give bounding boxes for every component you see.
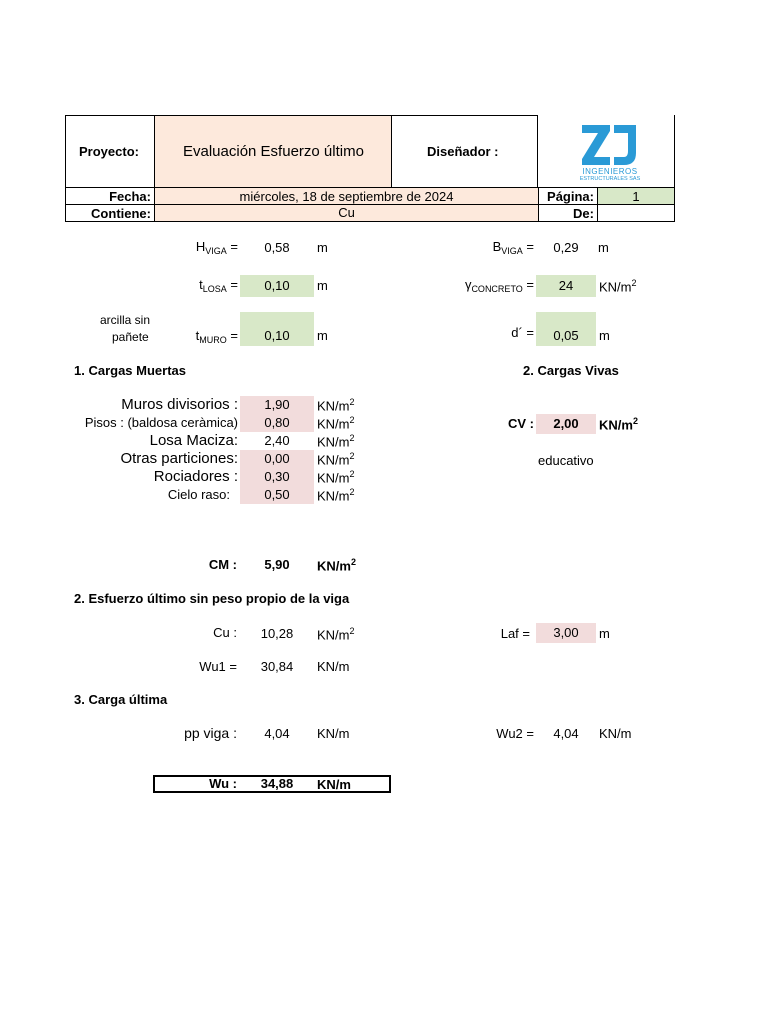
- pp-viga-label: pp viga :: [184, 725, 237, 741]
- dead-load-value: 1,90: [240, 396, 314, 414]
- laf-value: 3,00: [536, 623, 596, 643]
- logo-line1: INGENIEROS: [582, 167, 638, 176]
- fecha-label-cell: [65, 187, 155, 205]
- cu-unit: $KN/m^2$: [317, 626, 355, 643]
- dead-load-label: Cielo raso:: [167, 487, 230, 502]
- hviga-label: $H_{VIGA}$ =: [195, 239, 238, 256]
- fecha-value: miércoles, 18 de septiembre de 2024: [239, 189, 454, 204]
- dead-load-label: Pisos : (baldosa ceràmica): [84, 415, 238, 430]
- proyecto-label-cell: [65, 115, 155, 188]
- cm-value: 5,90: [264, 557, 290, 572]
- section2-title: 2. Esfuerzo último sin peso propio de la viga: [74, 591, 350, 606]
- wu1-label: Wu1 =: [199, 659, 237, 674]
- dead-load-value: 0,00: [240, 450, 314, 468]
- cv-label: CV :: [508, 416, 534, 431]
- de-label: De:: [573, 206, 594, 221]
- section3-title: 3. Carga última: [74, 692, 168, 707]
- pagina-label-cell: [538, 187, 598, 205]
- bviga-unit: m: [598, 240, 609, 255]
- cv-unit: $KN/m^2$: [599, 416, 638, 433]
- pagina-label: Página:: [547, 189, 594, 204]
- dead-load-label: Losa Maciza:: [149, 432, 238, 449]
- contiene-value: Cu: [338, 205, 355, 220]
- bviga-value: 0,29: [553, 240, 579, 255]
- logo-line2: ESTRUCTURALES SAS: [579, 176, 641, 182]
- zj-logo-icon: [580, 123, 640, 167]
- hviga-unit: m: [317, 240, 328, 255]
- section1-title: 1. Cargas Muertas: [74, 363, 186, 378]
- tmuro-label: $t_{MURO}$ =: [195, 328, 238, 345]
- wu-label: Wu :: [209, 776, 237, 791]
- dead-load-label: Rociadores :: [153, 468, 238, 485]
- pagina-value-cell: [597, 187, 675, 205]
- laf-label: Laf =: [500, 626, 530, 641]
- dead-load-unit: $KN/m^2$: [317, 397, 355, 414]
- dead-load-unit: $KN/m^2$: [317, 433, 355, 450]
- pp-viga-unit: KN/m: [317, 726, 350, 741]
- dead-load-unit: $KN/m^2$: [317, 487, 355, 504]
- note-line2: pañete: [112, 330, 149, 344]
- de-value-cell: [597, 204, 675, 222]
- contiene-label: Contiene:: [91, 206, 151, 221]
- disenador-label-cell: [391, 115, 538, 188]
- dead-load-unit: $KN/m^2$: [317, 451, 355, 468]
- d-label: d´ =: [511, 325, 534, 340]
- note-line1: arcilla sin: [100, 313, 151, 327]
- dead-load-value: 0,50: [240, 486, 314, 504]
- cu-label: Cu :: [213, 625, 237, 640]
- proyecto-label: Proyecto:: [79, 144, 139, 159]
- logo-cell: [537, 115, 675, 188]
- wu2-label: Wu2 =: [496, 726, 534, 741]
- dead-load-label: Muros divisorios :: [121, 396, 238, 413]
- dead-load-unit: $KN/m^2$: [317, 415, 355, 432]
- wu1-unit: KN/m: [317, 659, 350, 674]
- gamma-unit: $KN/m^2$: [599, 278, 637, 295]
- wu-unit: KN/m: [317, 777, 351, 792]
- wu1-value: 30,84: [260, 659, 294, 674]
- fecha-label: Fecha:: [109, 189, 151, 204]
- cm-unit: $KN/m^2$: [317, 557, 356, 574]
- hviga-value: 0,58: [264, 240, 290, 255]
- cu-value: 10,28: [260, 626, 294, 641]
- tmuro-unit: m: [317, 328, 328, 343]
- wu2-unit: KN/m: [599, 726, 632, 741]
- cm-label: CM :: [208, 557, 237, 572]
- proyecto-value-cell: [154, 115, 392, 188]
- tlosa-unit: m: [317, 278, 328, 293]
- tlosa-label: $t_{LOSA}$ =: [199, 277, 238, 294]
- pagina-value: 1: [632, 189, 640, 204]
- dead-load-value: 0,80: [240, 414, 314, 432]
- disenador-label: Diseñador :: [427, 144, 499, 159]
- company-logo: [580, 123, 640, 185]
- laf-unit: m: [599, 626, 610, 641]
- bviga-label: $B_{VIGA}$ =: [492, 239, 534, 256]
- dead-load-value: 0,30: [240, 468, 314, 486]
- gamma-label: $\gamma_{CONCRETO}$ =: [464, 277, 534, 294]
- tlosa-value: 0,10: [240, 275, 314, 297]
- vivas-title: 2. Cargas Vivas: [523, 363, 619, 378]
- d-value: 0,05: [536, 312, 596, 346]
- fecha-value-cell: [154, 187, 539, 205]
- dead-load-label: Otras particiones:: [120, 450, 238, 467]
- dead-load-value: 2,40: [264, 433, 290, 448]
- d-unit: m: [599, 328, 610, 343]
- contiene-label-cell: [65, 204, 155, 222]
- tmuro-value: 0,10: [240, 312, 314, 346]
- wu2-value: 4,04: [553, 726, 579, 741]
- pp-viga-value: 4,04: [264, 726, 290, 741]
- contiene-value-cell: [154, 204, 539, 222]
- de-label-cell: [538, 204, 598, 222]
- use-type: educativo: [538, 453, 594, 468]
- gamma-value: 24: [536, 275, 596, 297]
- cv-value: 2,00: [536, 414, 596, 434]
- wu-value: 34,88: [260, 776, 294, 791]
- proyecto-value: Evaluación Esfuerzo último: [183, 143, 364, 160]
- dead-load-unit: $KN/m^2$: [317, 469, 355, 486]
